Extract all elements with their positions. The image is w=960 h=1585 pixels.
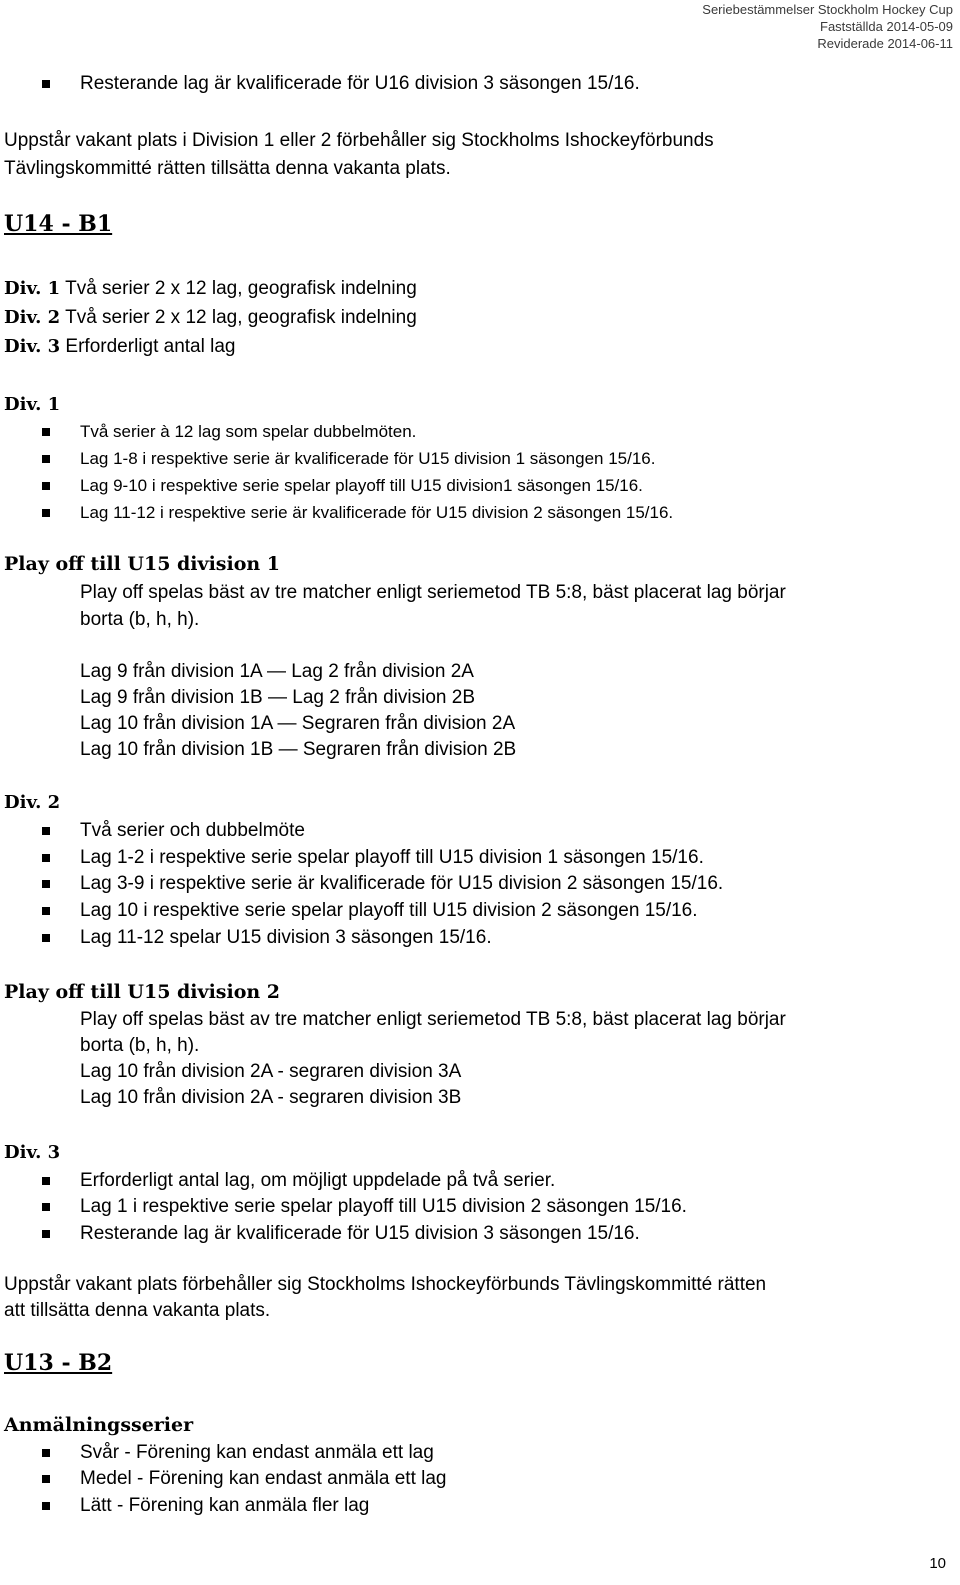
bullet-text: Två serier och dubbelmöte	[80, 820, 305, 841]
paragraph-line: Tävlingskommitté rätten tillsätta denna vakanta plats.	[4, 158, 451, 179]
bullet-square-icon	[42, 482, 50, 490]
bullet-text: Lag 1 i respektive serie spelar playoff till U15 division 2 säsongen 15/16.	[80, 1196, 687, 1217]
div3-heading: Div. 3	[4, 1142, 61, 1163]
bullet-square-icon	[42, 1230, 50, 1238]
header-established: Fastställda 2014-05-09	[820, 19, 953, 34]
overview-text: Erforderligt antal lag	[60, 336, 236, 357]
playoff-match: Lag 9 från division 1B — Lag 2 från division 2B	[80, 687, 476, 708]
bullet-text: Svår - Förening kan endast anmäla ett lag	[80, 1442, 434, 1463]
page-header	[702, 1, 953, 52]
section-title-u13: U13 - B2	[4, 1350, 113, 1376]
bullet-text: Lag 1-2 i respektive serie spelar playoff till U15 division 1 säsongen 15/16.	[80, 847, 704, 868]
bullet-text: Resterande lag är kvalificerade för U15 division 3 säsongen 15/16.	[80, 1223, 640, 1244]
bullet-text: Lätt - Förening kan anmäla fler lag	[80, 1495, 370, 1516]
div-label: Div. 3	[4, 336, 61, 357]
bullet-square-icon	[42, 428, 50, 436]
overview-line	[4, 276, 417, 302]
playoff1-text: borta (b, h, h).	[80, 609, 200, 630]
bullet-text: Lag 10 i respektive serie spelar playoff till U15 division 2 säsongen 15/16.	[80, 900, 698, 921]
playoff1-text: Play off spelas bäst av tre matcher enligt seriemetod TB 5:8, bäst placerat lag börjar	[80, 582, 786, 603]
bullet-square-icon	[42, 1502, 50, 1510]
playoff1-heading: Play off till U15 division 1	[4, 553, 281, 575]
paragraph-line: Uppstår vakant plats förbehåller sig Stockholms Ishockeyförbunds Tävlingskommitté rätten	[4, 1274, 767, 1295]
playoff-match: Lag 9 från division 1A — Lag 2 från division 2A	[80, 661, 474, 682]
bullet-text: Lag 3-9 i respektive serie är kvalificerade för U15 division 2 säsongen 15/16.	[80, 873, 724, 894]
paragraph-line: Uppstår vakant plats i Division 1 eller 2 förbehåller sig Stockholms Ishockeyförbunds	[4, 130, 714, 151]
paragraph-line: att tillsätta denna vakanta plats.	[4, 1300, 271, 1321]
bullet-text: Resterande lag är kvalificerade för U16 division 3 säsongen 15/16.	[80, 73, 640, 94]
playoff-match: Lag 10 från division 1B — Segraren från division 2B	[80, 739, 517, 760]
bullet-text: Erforderligt antal lag, om möjligt uppdelade på två serier.	[80, 1170, 556, 1191]
bullet-square-icon	[42, 509, 50, 517]
bullet-square-icon	[42, 1449, 50, 1457]
playoff-match: Lag 10 från division 1A — Segraren från division 2A	[80, 713, 516, 734]
div-label: Div. 1	[4, 278, 61, 299]
header-title: Seriebestämmelser Stockholm Hockey Cup	[702, 2, 953, 17]
bullet-square-icon	[42, 455, 50, 463]
bullet-square-icon	[42, 934, 50, 942]
div-label: Div. 2	[4, 307, 61, 328]
header-revised: Reviderade 2014-06-11	[817, 36, 953, 51]
bullet-square-icon	[42, 907, 50, 915]
bullet-text: Två serier à 12 lag som spelar dubbelmöten.	[80, 422, 417, 441]
bullet-square-icon	[42, 1177, 50, 1185]
section-title-u14: U14 - B1	[4, 211, 113, 237]
playoff2-text: Play off spelas bäst av tre matcher enligt seriemetod TB 5:8, bäst placerat lag börjar	[80, 1009, 786, 1030]
bullet-text: Lag 1-8 i respektive serie är kvalificerade för U15 division 1 säsongen 15/16.	[80, 449, 656, 468]
div1-heading: Div. 1	[4, 394, 61, 415]
bullet-square-icon	[42, 854, 50, 862]
bullet-square-icon	[42, 880, 50, 888]
div2-heading: Div. 2	[4, 792, 61, 813]
overview-line	[4, 305, 417, 331]
bullet-text: Lag 11-12 i respektive serie är kvalificerade för U15 division 2 säsongen 15/16.	[80, 503, 674, 522]
page-number: 10	[929, 1555, 946, 1572]
playoff2-text: borta (b, h, h).	[80, 1035, 200, 1056]
bullet-text: Lag 11-12 spelar U15 division 3 säsongen 15/16.	[80, 927, 492, 948]
overview-line	[4, 334, 235, 360]
playoff-match: Lag 10 från division 2A - segraren division 3B	[80, 1087, 462, 1108]
overview-text: Två serier 2 x 12 lag, geografisk indelning	[60, 278, 417, 299]
bullet-square-icon	[42, 80, 50, 88]
bullet-square-icon	[42, 827, 50, 835]
registration-heading: Anmälningsserier	[4, 1414, 194, 1436]
playoff-match: Lag 10 från division 2A - segraren division 3A	[80, 1061, 462, 1082]
overview-text: Två serier 2 x 12 lag, geografisk indelning	[60, 307, 417, 328]
playoff2-heading: Play off till U15 division 2	[4, 981, 281, 1003]
bullet-text: Lag 9-10 i respektive serie spelar playoff till U15 division1 säsongen 15/16.	[80, 476, 643, 495]
bullet-square-icon	[42, 1203, 50, 1211]
bullet-square-icon	[42, 1475, 50, 1483]
bullet-text: Medel - Förening kan endast anmäla ett lag	[80, 1468, 447, 1489]
